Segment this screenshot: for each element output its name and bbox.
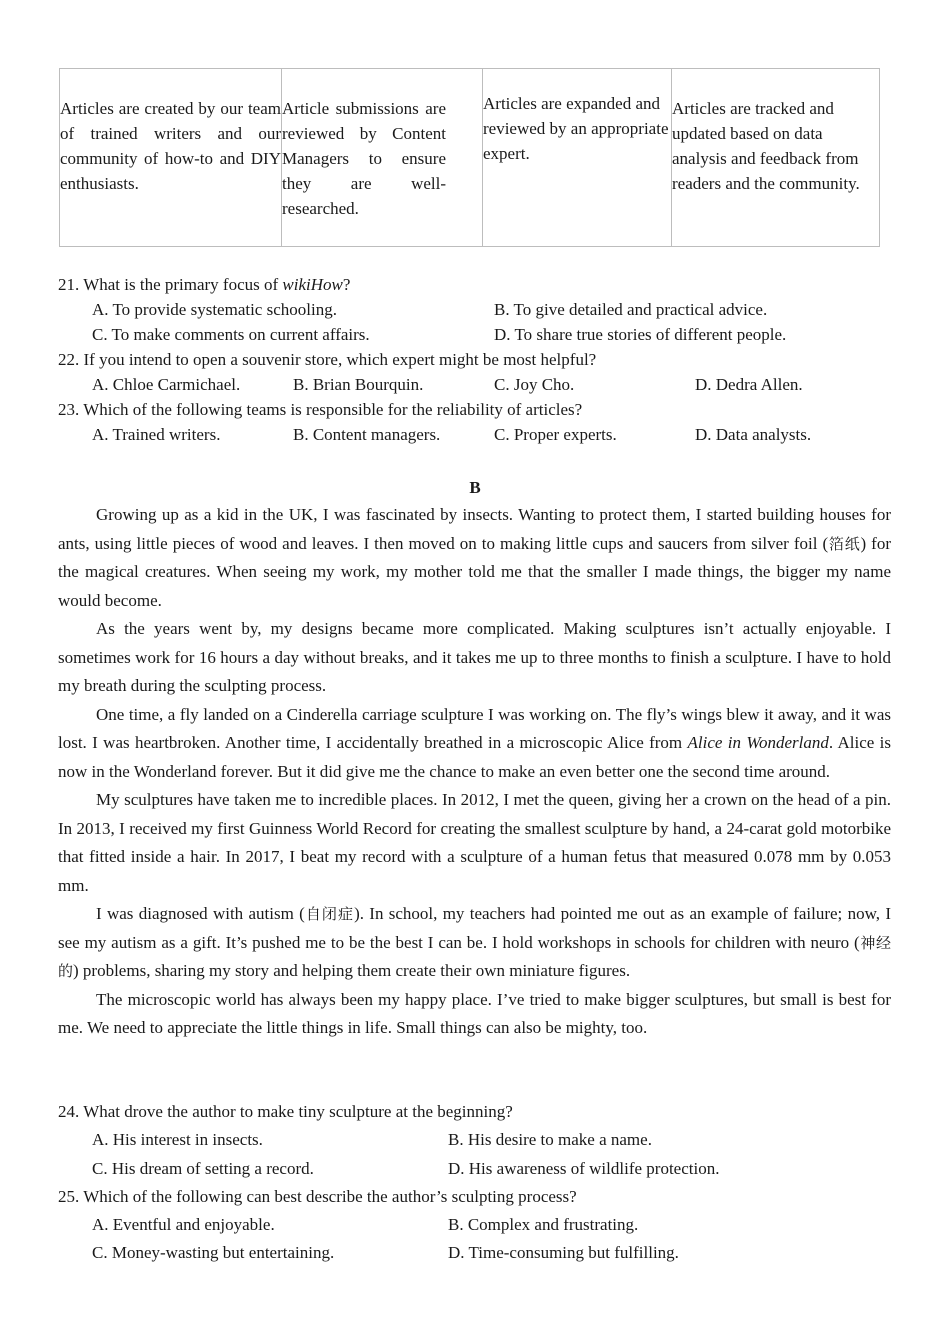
option-25a[interactable]: A. Eventful and enjoyable.: [92, 1215, 275, 1235]
option-24c[interactable]: C. His dream of setting a record.: [92, 1158, 314, 1178]
paragraph-text: ). In school, my teachers had pointed me out as an example of failure; now, I see my autism as a gift. It’s pushed me to be the best I can be. I hold workshops in schools for children with neuro (: [58, 904, 891, 952]
question-24-options-row-2: [58, 1155, 719, 1183]
cell-text: Articles are tracked and updated based on data analysis and feedback from readers and the community.: [672, 99, 860, 193]
option-25b[interactable]: B. Complex and frustrating.: [448, 1215, 639, 1235]
stem-italic: wikiHow: [282, 275, 343, 294]
option-23b[interactable]: B. Content managers.: [293, 425, 441, 444]
option-24d[interactable]: D. His awareness of wildlife protection.: [448, 1158, 720, 1178]
table-cell-expert: [483, 69, 672, 247]
cell-text: Article submissions are reviewed by Content Managers to ensure they are well-researched.: [282, 99, 446, 218]
option-22d[interactable]: D. Dedra Allen.: [695, 375, 803, 394]
stem-suffix: ?: [342, 275, 351, 294]
table-cell-content-managers: [282, 69, 483, 247]
question-24-stem: 24. What drove the author to make tiny sculpture at the beginning?: [58, 1102, 513, 1121]
chinese-gloss: 箔纸: [828, 534, 861, 553]
question-21-options-row-2: [58, 322, 811, 347]
question-25-stem: 25. Which of the following can best describe the author’s sculpting process?: [58, 1186, 577, 1206]
paragraph-2: As the years went by, my designs became more complicated. Making sculptures isn’t actually enjoyable. I sometimes work for 16 hours a day without breaks, and it takes me up to three months to finish a sculpture. I have to hold my breath during the sculpting process.: [58, 619, 891, 695]
question-25-options-row-2: [58, 1239, 719, 1267]
question-24-options-row-1: [58, 1126, 719, 1154]
option-23d[interactable]: D. Data analysts.: [695, 425, 812, 444]
option-24a[interactable]: A. His interest in insects.: [92, 1130, 263, 1150]
option-21a[interactable]: A. To provide systematic schooling.: [92, 300, 337, 319]
paragraph-6: The microscopic world has always been my happy place. I’ve tried to make bigger sculptures, but small is best for me. We need to appreciate the little things in life. Small things can also be mighty, too.: [58, 989, 891, 1037]
paragraph-text: Growing up as a kid in the UK, I was fascinated by insects. Wanting to protect them, I started building houses for ants, using little pieces of wood and leaves. I then moved on to making little cups and saucers from silver foil (: [58, 505, 891, 553]
paragraph-text: I was diagnosed with autism (: [96, 904, 305, 923]
option-22c[interactable]: C. Joy Cho.: [494, 375, 575, 394]
option-21c[interactable]: C. To make comments on current affairs.: [92, 325, 370, 344]
option-23a[interactable]: A. Trained writers.: [92, 425, 221, 444]
option-23c[interactable]: C. Proper experts.: [494, 425, 617, 444]
paragraph-text: One time, a fly landed on a Cinderella carriage sculpture I was working on. The fly’s wings blew it away, and it was lost. I was heartbroken. Another time, I accidentally breathed in a microscopic Alice from: [58, 704, 891, 752]
chinese-gloss: 神经的: [58, 933, 891, 980]
question-23-options-row: [58, 422, 811, 447]
question-23-stem: 23. Which of the following teams is responsible for the reliability of articles?: [58, 400, 583, 419]
paragraph-4: My sculptures have taken me to incredible places. In 2012, I met the queen, giving her a crown on the head of a pin. In 2013, I received my first Guinness World Record for creating the smallest sculpture by hand, a 24-carat gold motorbike that fitted inside a hair. In 2017, I beat my record with a sculpture of a human fetus that measured 0.078 mm by 0.053 mm.: [58, 790, 891, 895]
cell-text: Articles are expanded and reviewed by an appropriate expert.: [483, 94, 669, 163]
option-22a[interactable]: A. Chloe Carmichael.: [92, 375, 241, 394]
chinese-gloss: 自闭症: [304, 905, 355, 923]
question-21-options-row-1: [58, 297, 811, 322]
paragraph-5: [58, 900, 891, 986]
question-22-options-row: [58, 372, 811, 397]
passage-b: [58, 501, 891, 1043]
article-process-table: [59, 68, 880, 247]
questions-21-23: [58, 272, 811, 447]
paragraph-1: [58, 501, 891, 615]
section-b-title: B: [469, 478, 481, 497]
cell-text: Articles are created by our team of trained writers and our community of how-to and DIY enthusiasts.: [60, 99, 281, 193]
table-cell-tracking: [672, 69, 880, 247]
question-25-options-row-1: [58, 1211, 719, 1239]
option-22b[interactable]: B. Brian Bourquin.: [293, 375, 424, 394]
questions-24-25: [58, 1098, 719, 1268]
table-row: [60, 69, 880, 247]
option-25d[interactable]: D. Time-consuming but fulfilling.: [448, 1243, 679, 1263]
question-22-stem: 22. If you intend to open a souvenir store, which expert might be most helpful?: [58, 350, 597, 369]
stem-text: 21. What is the primary focus of: [58, 275, 283, 294]
paragraph-text: ) for the magical creatures. When seeing my work, my mother told me that the smaller I made things, the bigger my name would become.: [58, 533, 891, 610]
table-cell-writers: [60, 69, 282, 247]
book-title: Alice in Wonderland: [687, 733, 829, 752]
paragraph-text: ) problems, sharing my story and helping them create their own miniature figures.: [73, 961, 631, 980]
option-24b[interactable]: B. His desire to make a name.: [448, 1130, 652, 1150]
option-21d[interactable]: D. To share true stories of different people.: [494, 325, 787, 344]
question-21-stem: [58, 272, 811, 297]
option-21b[interactable]: B. To give detailed and practical advice.: [494, 300, 768, 319]
option-25c[interactable]: C. Money-wasting but entertaining.: [92, 1243, 335, 1263]
paragraph-3: [58, 701, 891, 787]
paragraph-text: . Alice is now in the Wonderland forever. But it did give me the chance to make an even better one the second time around.: [58, 733, 891, 781]
